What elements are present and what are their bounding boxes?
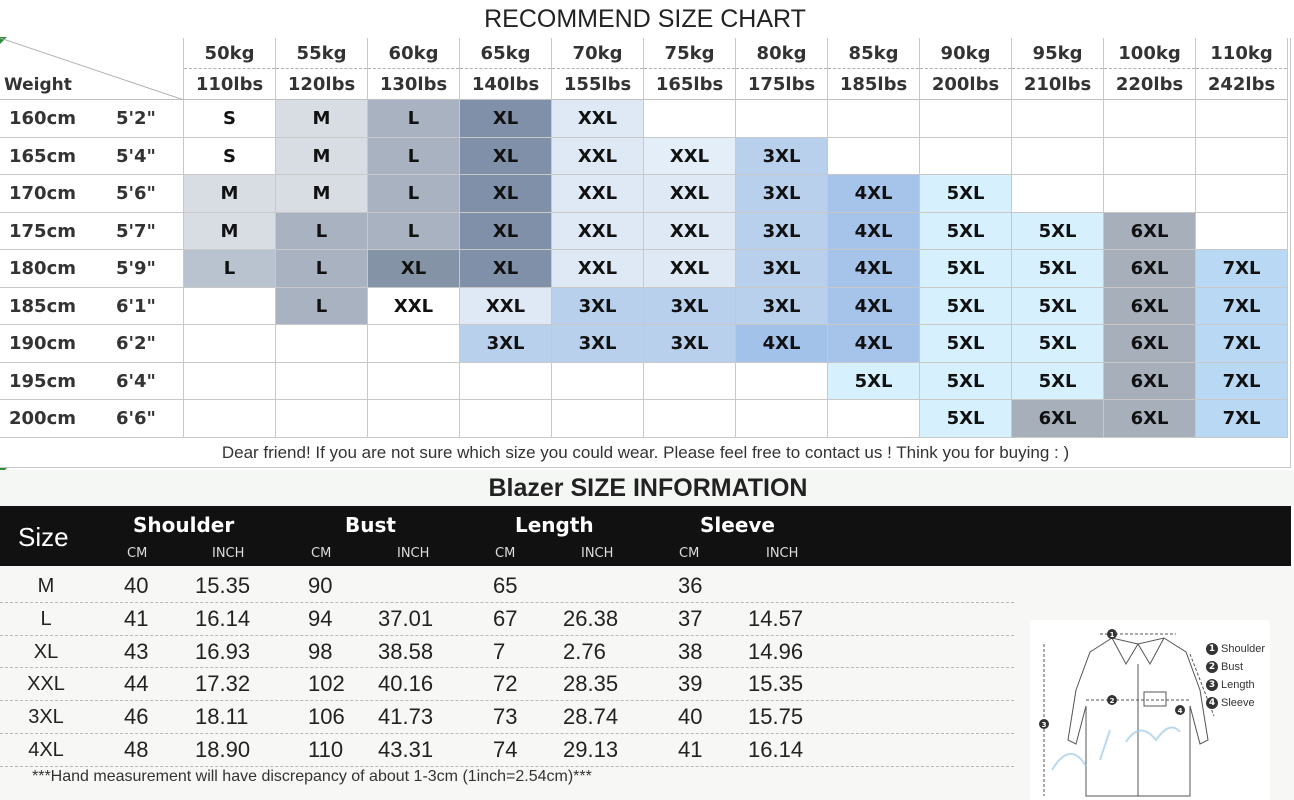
size-cell: M bbox=[184, 175, 276, 213]
size-cell: XL bbox=[460, 213, 552, 251]
blazer-measure-value: 28.74 bbox=[563, 704, 619, 730]
size-cell: 6XL bbox=[1012, 400, 1104, 438]
sleeve-inch-unit: INCH bbox=[766, 546, 799, 561]
bust-header: Bust bbox=[345, 513, 396, 537]
height-inch: 5'9" bbox=[92, 250, 184, 288]
size-cell: 6XL bbox=[1104, 400, 1196, 438]
height-cm: 160cm bbox=[0, 100, 92, 138]
size-cell: 5XL bbox=[920, 363, 1012, 401]
size-cell: 3XL bbox=[552, 325, 644, 363]
height-row bbox=[0, 250, 1291, 288]
shoulder-cm-unit: CM bbox=[127, 546, 148, 561]
blazer-measure-value: 17.32 bbox=[195, 671, 251, 697]
weight-column-header bbox=[644, 38, 736, 100]
size-cell: XL bbox=[460, 100, 552, 138]
size-cell: 4XL bbox=[736, 325, 828, 363]
svg-text:4: 4 bbox=[1177, 707, 1183, 715]
size-cell: XXL bbox=[552, 138, 644, 176]
blazer-measure-value: 44 bbox=[124, 671, 149, 697]
size-cell bbox=[368, 363, 460, 401]
blazer-measure-value: 16.14 bbox=[195, 605, 251, 631]
blazer-measure-value: 98 bbox=[308, 638, 333, 664]
legend-number: 1 bbox=[1206, 643, 1218, 655]
height-inch: 6'4" bbox=[92, 363, 184, 401]
size-cell: XL bbox=[368, 250, 460, 288]
blazer-size: L bbox=[40, 607, 52, 630]
size-cell: 6XL bbox=[1104, 325, 1196, 363]
size-cell: XL bbox=[460, 175, 552, 213]
weight-kg: 80kg bbox=[736, 38, 827, 69]
size-cell: M bbox=[184, 213, 276, 251]
size-cell: L bbox=[276, 288, 368, 326]
blazer-measure-value: 16.93 bbox=[195, 638, 251, 664]
size-cell bbox=[828, 400, 920, 438]
weight-label: Weight bbox=[4, 75, 72, 95]
height-cm: 175cm bbox=[0, 213, 92, 251]
height-row bbox=[0, 288, 1291, 326]
weight-kg: 95kg bbox=[1012, 38, 1103, 69]
blazer-measure-value: 41 bbox=[124, 605, 149, 631]
weight-kg: 85kg bbox=[828, 38, 919, 69]
size-cell bbox=[1104, 175, 1196, 213]
size-cell bbox=[184, 288, 276, 326]
weight-lbs: 110lbs bbox=[195, 74, 264, 95]
size-cell: 5XL bbox=[1012, 250, 1104, 288]
bust-cm-unit: CM bbox=[311, 546, 332, 561]
shoulder-inch-unit: INCH bbox=[212, 546, 245, 561]
size-cell: 6XL bbox=[1104, 213, 1196, 251]
weight-lbs: 185lbs bbox=[839, 74, 908, 95]
height-row bbox=[0, 213, 1291, 251]
size-cell: L bbox=[368, 175, 460, 213]
weight-column-header bbox=[736, 38, 828, 100]
blazer-size: M bbox=[37, 575, 55, 597]
size-cell: 4XL bbox=[828, 325, 920, 363]
legend-label: Shoulder bbox=[1221, 643, 1266, 655]
size-cell bbox=[1196, 213, 1288, 251]
blazer-measure-value: 38 bbox=[678, 638, 703, 664]
legend-item bbox=[1206, 676, 1265, 694]
blazer-measure-value: 67 bbox=[493, 605, 518, 631]
size-cell: XXL bbox=[552, 175, 644, 213]
legend-label: Bust bbox=[1221, 661, 1244, 673]
size-cell: 3XL bbox=[736, 250, 828, 288]
blazer-measure-value: 41 bbox=[678, 737, 703, 762]
height-row bbox=[0, 175, 1291, 213]
recommend-note: Dear friend! If you are not sure which size you could wear. Please feel free to contact us ! Think you for buying : ) bbox=[0, 438, 1291, 468]
size-cell: 7XL bbox=[1196, 288, 1288, 326]
size-cell: 5XL bbox=[1012, 363, 1104, 401]
size-cell: 5XL bbox=[1012, 213, 1104, 251]
size-cell: 5XL bbox=[1012, 325, 1104, 363]
legend-label: Length bbox=[1221, 679, 1255, 691]
blazer-measure-value: 38.58 bbox=[378, 638, 434, 664]
size-cell: XL bbox=[460, 138, 552, 176]
blazer-measure-value: 73 bbox=[493, 704, 518, 730]
size-cell: 3XL bbox=[460, 325, 552, 363]
weight-lbs: 155lbs bbox=[563, 74, 632, 95]
size-cell: M bbox=[276, 175, 368, 213]
size-cell bbox=[368, 400, 460, 438]
size-cell: 5XL bbox=[920, 175, 1012, 213]
legend-label: Sleeve bbox=[1221, 697, 1255, 709]
shoulder-header: Shoulder bbox=[133, 513, 235, 537]
blazer-header bbox=[0, 506, 1291, 566]
size-cell: XXL bbox=[644, 213, 736, 251]
size-cell bbox=[1196, 175, 1288, 213]
height-row bbox=[0, 363, 1291, 401]
blazer-row bbox=[0, 603, 1014, 636]
size-cell: S bbox=[184, 100, 276, 138]
size-cell bbox=[644, 400, 736, 438]
blazer-size: 4XL bbox=[28, 739, 64, 761]
size-cell: 4XL bbox=[828, 175, 920, 213]
blazer-size: 3XL bbox=[28, 706, 64, 729]
weight-kg: 60kg bbox=[368, 38, 459, 69]
height-cm: 165cm bbox=[0, 138, 92, 176]
height-cm: 180cm bbox=[0, 250, 92, 288]
blazer-measure-value: 15.35 bbox=[748, 671, 804, 697]
size-cell bbox=[1012, 175, 1104, 213]
weight-column-header bbox=[1012, 38, 1104, 100]
height-inch: 5'6" bbox=[92, 175, 184, 213]
size-cell: 4XL bbox=[828, 250, 920, 288]
size-cell: 6XL bbox=[1104, 288, 1196, 326]
height-inch: 5'4" bbox=[92, 138, 184, 176]
blazer-measure-value: 15.75 bbox=[748, 704, 804, 730]
height-cm: 190cm bbox=[0, 325, 92, 363]
blazer-measure-value: 74 bbox=[493, 737, 518, 762]
size-cell bbox=[736, 100, 828, 138]
height-inch: 6'6" bbox=[92, 400, 184, 438]
height-inch: 6'2" bbox=[92, 325, 184, 363]
height-cm: 195cm bbox=[0, 363, 92, 401]
blazer-measure-value: 18.90 bbox=[195, 737, 251, 762]
size-cell: 7XL bbox=[1196, 400, 1288, 438]
size-cell: 5XL bbox=[920, 400, 1012, 438]
blazer-measure-value: 16.14 bbox=[748, 737, 804, 762]
size-cell bbox=[1104, 138, 1196, 176]
length-header: Length bbox=[515, 513, 594, 537]
blazer-measure-value: 72 bbox=[493, 671, 518, 697]
size-cell bbox=[460, 400, 552, 438]
size-cell: 7XL bbox=[1196, 363, 1288, 401]
size-cell bbox=[184, 400, 276, 438]
legend-item bbox=[1206, 640, 1265, 658]
blazer-measure-value: 26.38 bbox=[563, 605, 619, 631]
height-cm: 200cm bbox=[0, 400, 92, 438]
blazer-measure-value: 43 bbox=[124, 638, 149, 664]
height-row bbox=[0, 325, 1291, 363]
size-cell: 3XL bbox=[736, 288, 828, 326]
weight-kg: 70kg bbox=[552, 38, 643, 69]
blazer-measure-value: 15.35 bbox=[195, 573, 251, 598]
size-cell: 5XL bbox=[920, 325, 1012, 363]
size-cell bbox=[276, 400, 368, 438]
blazer-measure-value: 14.57 bbox=[748, 605, 804, 631]
size-cell: 3XL bbox=[736, 138, 828, 176]
blazer-measure-value: 46 bbox=[124, 704, 149, 730]
blazer-row bbox=[0, 570, 1014, 603]
blazer-measure-value: 48 bbox=[124, 737, 149, 762]
weight-header-cell bbox=[0, 38, 184, 100]
blazer-measure-value: 40 bbox=[678, 704, 703, 730]
height-row bbox=[0, 138, 1291, 176]
legend-number: 3 bbox=[1206, 679, 1218, 691]
size-cell bbox=[920, 100, 1012, 138]
blazer-measure-value: 41.73 bbox=[378, 704, 434, 730]
size-cell bbox=[828, 138, 920, 176]
size-cell bbox=[828, 100, 920, 138]
weight-lbs: 220lbs bbox=[1115, 74, 1184, 95]
weight-lbs: 175lbs bbox=[747, 74, 816, 95]
size-cell: 3XL bbox=[644, 288, 736, 326]
size-cell: 4XL bbox=[828, 288, 920, 326]
weight-column-header bbox=[552, 38, 644, 100]
length-inch-unit: INCH bbox=[581, 546, 614, 561]
size-cell: XXL bbox=[644, 175, 736, 213]
blazer-row bbox=[0, 701, 1014, 734]
weight-lbs: 120lbs bbox=[287, 74, 356, 95]
size-cell bbox=[1012, 100, 1104, 138]
blazer-measure-value: 37 bbox=[678, 605, 703, 631]
weight-kg: 75kg bbox=[644, 38, 735, 69]
size-cell: XXL bbox=[552, 250, 644, 288]
svg-text:1: 1 bbox=[1109, 631, 1115, 639]
size-cell: M bbox=[276, 100, 368, 138]
size-cell: 5XL bbox=[920, 250, 1012, 288]
blazer-title: Blazer SIZE INFORMATION bbox=[0, 470, 1294, 506]
blazer-measure-value: 65 bbox=[493, 573, 518, 598]
size-cell: 5XL bbox=[920, 213, 1012, 251]
size-cell: L bbox=[368, 138, 460, 176]
legend-number: 2 bbox=[1206, 661, 1218, 673]
size-cell: XXL bbox=[644, 250, 736, 288]
measurement-disclaimer: ***Hand measurement will have discrepancy of about 1-3cm (1inch=2.54cm)*** bbox=[32, 768, 592, 785]
size-cell bbox=[1196, 138, 1288, 176]
height-row bbox=[0, 400, 1291, 438]
legend-number: 4 bbox=[1206, 697, 1218, 709]
sleeve-cm-unit: CM bbox=[679, 546, 700, 561]
blazer-measure-value: 36 bbox=[678, 573, 703, 598]
weight-column-header bbox=[460, 38, 552, 100]
size-cell bbox=[920, 138, 1012, 176]
blazer-measure-value: 110 bbox=[308, 737, 344, 762]
size-cell: L bbox=[184, 250, 276, 288]
size-cell bbox=[736, 400, 828, 438]
blazer-row bbox=[0, 636, 1014, 669]
legend-item bbox=[1206, 658, 1265, 676]
size-cell bbox=[552, 400, 644, 438]
recommend-size-table bbox=[0, 38, 1291, 468]
weight-lbs: 140lbs bbox=[471, 74, 540, 95]
svg-text:3: 3 bbox=[1041, 721, 1047, 729]
size-cell bbox=[276, 363, 368, 401]
legend-item bbox=[1206, 694, 1265, 712]
size-cell bbox=[184, 325, 276, 363]
sleeve-header: Sleeve bbox=[700, 513, 775, 537]
size-cell bbox=[1104, 100, 1196, 138]
size-cell: S bbox=[184, 138, 276, 176]
weight-lbs: 210lbs bbox=[1023, 74, 1092, 95]
size-cell: 6XL bbox=[1104, 363, 1196, 401]
size-cell: XL bbox=[460, 250, 552, 288]
blazer-measure-value: 37.01 bbox=[378, 605, 434, 631]
size-cell: 3XL bbox=[736, 175, 828, 213]
blazer-measure-value: 106 bbox=[308, 704, 345, 730]
length-cm-unit: CM bbox=[495, 546, 516, 561]
size-cell: L bbox=[368, 100, 460, 138]
blazer-row bbox=[0, 668, 1014, 701]
size-cell bbox=[1196, 100, 1288, 138]
size-cell: L bbox=[276, 250, 368, 288]
size-cell: 5XL bbox=[920, 288, 1012, 326]
blazer-measure-value: 43.31 bbox=[378, 737, 434, 762]
height-cm: 185cm bbox=[0, 288, 92, 326]
size-cell: 5XL bbox=[1012, 288, 1104, 326]
blazer-measure-value: 18.11 bbox=[195, 704, 249, 730]
weight-kg: 90kg bbox=[920, 38, 1011, 69]
size-cell bbox=[552, 363, 644, 401]
weight-kg: 50kg bbox=[184, 38, 275, 69]
size-cell bbox=[368, 325, 460, 363]
svg-text:2: 2 bbox=[1109, 697, 1115, 705]
weight-lbs: 242lbs bbox=[1207, 74, 1276, 95]
blazer-row bbox=[0, 734, 1014, 767]
height-inch: 5'7" bbox=[92, 213, 184, 251]
size-cell: L bbox=[276, 213, 368, 251]
blazer-measure-value: 90 bbox=[308, 573, 333, 598]
blazer-size: XL bbox=[33, 640, 59, 663]
size-cell: 7XL bbox=[1196, 325, 1288, 363]
blazer-size: XXL bbox=[27, 673, 65, 696]
blazer-measure-value: 40 bbox=[124, 573, 149, 598]
size-cell: XXL bbox=[368, 288, 460, 326]
size-cell bbox=[460, 363, 552, 401]
size-cell: 3XL bbox=[552, 288, 644, 326]
size-cell: XXL bbox=[552, 213, 644, 251]
height-cm: 170cm bbox=[0, 175, 92, 213]
size-cell: XXL bbox=[552, 100, 644, 138]
weight-column-header bbox=[368, 38, 460, 100]
weight-column-header bbox=[920, 38, 1012, 100]
recommend-title: RECOMMEND SIZE CHART bbox=[484, 5, 806, 33]
weight-lbs: 130lbs bbox=[379, 74, 448, 95]
size-cell: L bbox=[368, 213, 460, 251]
weight-column-header bbox=[828, 38, 920, 100]
weight-column-header bbox=[276, 38, 368, 100]
size-cell: 6XL bbox=[1104, 250, 1196, 288]
size-column-header: Size bbox=[18, 522, 69, 552]
blazer-measure-value: 7 bbox=[493, 638, 506, 664]
size-cell bbox=[276, 325, 368, 363]
size-cell: 5XL bbox=[828, 363, 920, 401]
blazer-measure-value: 102 bbox=[308, 671, 345, 697]
size-cell: 3XL bbox=[736, 213, 828, 251]
size-cell bbox=[736, 363, 828, 401]
size-cell: 3XL bbox=[644, 325, 736, 363]
weight-column-header bbox=[1196, 38, 1288, 100]
diagram-legend bbox=[1206, 640, 1265, 712]
blazer-measure-value: 2.76 bbox=[563, 638, 606, 664]
size-cell bbox=[184, 363, 276, 401]
blazer-measure-value: 14.96 bbox=[748, 638, 804, 664]
weight-kg: 65kg bbox=[460, 38, 551, 69]
weight-column-header bbox=[184, 38, 276, 100]
bust-inch-unit: INCH bbox=[397, 546, 430, 561]
weight-lbs: 200lbs bbox=[931, 74, 1000, 95]
blazer-measure-value: 29.13 bbox=[563, 737, 619, 762]
size-cell bbox=[1012, 138, 1104, 176]
height-inch: 5'2" bbox=[92, 100, 184, 138]
size-cell: 7XL bbox=[1196, 250, 1288, 288]
weight-kg: 55kg bbox=[276, 38, 367, 69]
size-cell: M bbox=[276, 138, 368, 176]
weight-lbs: 165lbs bbox=[655, 74, 724, 95]
weight-kg: 100kg bbox=[1104, 38, 1195, 69]
size-cell bbox=[644, 100, 736, 138]
blazer-measure-value: 28.35 bbox=[563, 671, 619, 697]
size-cell bbox=[644, 363, 736, 401]
size-cell: XXL bbox=[644, 138, 736, 176]
weight-column-header bbox=[1104, 38, 1196, 100]
weight-kg: 110kg bbox=[1196, 38, 1287, 69]
height-inch: 6'1" bbox=[92, 288, 184, 326]
size-cell: XXL bbox=[460, 288, 552, 326]
blazer-measure-value: 40.16 bbox=[378, 671, 434, 697]
blazer-measure-value: 39 bbox=[678, 671, 703, 697]
height-row bbox=[0, 100, 1291, 138]
blazer-measure-value: 94 bbox=[308, 605, 333, 631]
size-cell: 4XL bbox=[828, 213, 920, 251]
